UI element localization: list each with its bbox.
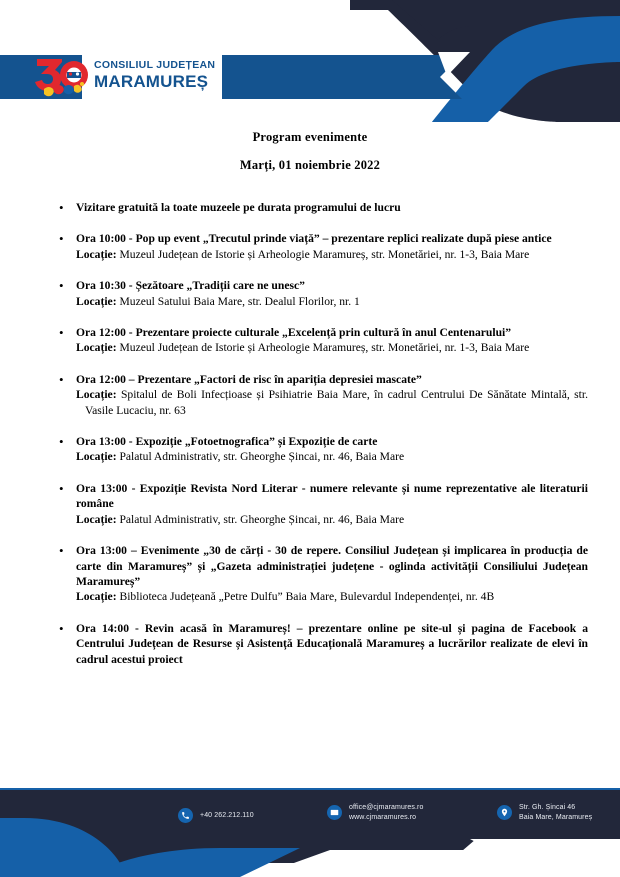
event-title: Ora 13:00 - Expoziție Revista Nord Literar - numere relevante și nume reprezentative ale literaturii române <box>76 481 588 511</box>
event-location <box>76 387 588 418</box>
event-location <box>76 449 588 464</box>
event-location-label: Locație: <box>76 294 117 308</box>
location-pin-icon <box>497 805 512 820</box>
event-location-value: Biblioteca Județeană „Petre Dulfu” Baia Mare, Bulevardul Independenței, nr. 4B <box>116 590 495 604</box>
envelope-icon <box>327 805 342 820</box>
footer-address-line2: Baia Mare, Maramureș <box>519 813 593 821</box>
events-list <box>0 200 620 667</box>
event-location <box>76 294 588 309</box>
event-item <box>55 481 588 527</box>
brand-name-line1: CONSILIUL JUDEȚEAN <box>94 59 216 72</box>
event-location <box>76 512 588 527</box>
event-location-value: Palatul Administrativ, str. Gheorghe Șincai, nr. 46, Baia Mare <box>116 512 405 526</box>
footer-email-text <box>349 803 423 823</box>
event-title: Ora 12:00 - Prezentare proiecte culturale „Excelență prin cultură în anul Centenarului” <box>76 326 512 340</box>
footer-website: www.cjmaramures.ro <box>349 813 417 821</box>
event-location-label: Locație: <box>76 388 117 402</box>
page-header <box>0 0 620 122</box>
event-title: Vizitare gratuită la toate muzeele pe durata programului de lucru <box>76 201 401 214</box>
event-title: Ora 10:30 - Șezătoare „Tradiții care ne unesc” <box>76 279 305 293</box>
event-title: Ora 13:00 - Expoziție „Fotoetnografica” și Expoziție de carte <box>76 435 378 449</box>
footer-address[interactable] <box>497 803 592 823</box>
event-item <box>55 372 588 418</box>
footer-contact-group <box>0 802 620 838</box>
document-title-block <box>0 130 620 173</box>
event-location-label: Locație: <box>76 247 117 261</box>
event-location-label: Locație: <box>76 450 117 464</box>
anniversary-30-icon <box>34 53 88 97</box>
brand-name-line2: MARAMUREȘ <box>94 71 209 91</box>
event-item <box>55 543 588 605</box>
event-location-value: Palatul Administrativ, str. Gheorghe Șincai, nr. 46, Baia Mare <box>116 450 405 464</box>
event-location-value: Spitalul de Boli Infecțioase și Psihiatrie Baia Mare, în cadrul Centrului De Sănătate Mintală, str. Vasile Lucaciu, nr. 63 <box>85 388 588 417</box>
page-footer <box>0 788 620 877</box>
event-item <box>55 434 588 465</box>
event-item <box>55 200 588 215</box>
footer-email[interactable] <box>327 803 423 823</box>
logo-30-ani-glyph <box>34 53 88 97</box>
event-title: Ora 12:00 – Prezentare „Factori de risc în apariția depresiei mascate” <box>76 372 422 386</box>
footer-phone[interactable] <box>178 808 254 823</box>
page-subtitle: Marți, 01 noiembrie 2022 <box>239 158 381 172</box>
event-title: Ora 14:00 - Revin acasă în Maramureș! – prezentare online pe site-ul și pagina de Facebook a Centrului Județean de Resurse și Asistență Educațională Maramureș a lucrărilor realizate de elevi în cadrul acestui proiect <box>76 621 588 666</box>
event-location-label: Locație: <box>76 341 117 355</box>
event-item <box>55 621 588 667</box>
footer-email-address: office@cjmaramures.ro <box>349 804 424 811</box>
footer-address-line1: Str. Gh. Șincai 46 <box>519 804 576 811</box>
event-location-value: Muzeul Județean de Istorie și Arheologie Maramureș, str. Monetăriei, nr. 1-3, Baia Mare <box>116 341 530 355</box>
event-location <box>76 340 588 355</box>
brand-name <box>94 60 215 90</box>
page-title: Program evenimente <box>252 130 368 144</box>
header-center-bar <box>222 55 462 99</box>
document-body <box>0 122 620 683</box>
phone-icon <box>178 808 193 823</box>
footer-address-text <box>519 803 592 823</box>
event-location-label: Locație: <box>76 512 117 526</box>
event-title: Ora 13:00 – Evenimente „30 de cărți - 30 de repere. Consiliul Județean și implicarea în producția de carte din Maramureș” și „Gazeta administrației județene - oglinda activității Consiliului Județean Maramureș” <box>76 544 588 588</box>
event-location-label: Locație: <box>76 590 117 604</box>
event-title: Ora 10:00 - Pop up event „Trecutul prinde viață” – prezentare replici realizate după piese antice <box>76 232 552 246</box>
event-location-value: Muzeul Județean de Istorie și Arheologie Maramureș, str. Monetăriei, nr. 1-3, Baia Mare <box>116 247 530 261</box>
event-item <box>55 325 588 356</box>
footer-phone-text: +40 262.212.110 <box>200 811 254 819</box>
event-location-value: Muzeul Satului Baia Mare, str. Dealul Florilor, nr. 1 <box>116 294 360 308</box>
event-location <box>76 247 588 262</box>
event-item <box>55 278 588 309</box>
brand-logo <box>34 52 215 98</box>
event-location <box>76 589 588 604</box>
event-item <box>55 231 588 262</box>
